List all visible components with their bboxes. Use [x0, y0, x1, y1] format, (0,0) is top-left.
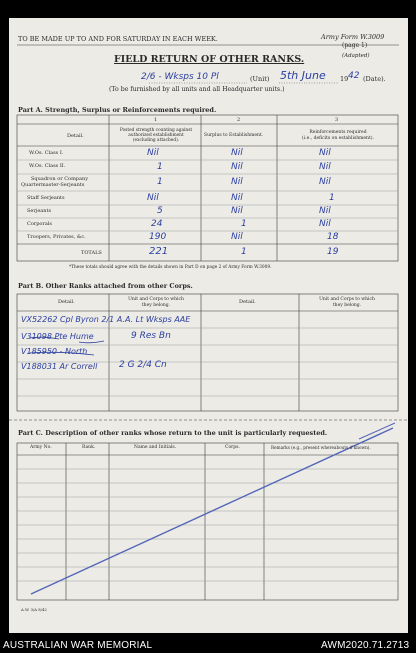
header-note: TO BE MADE UP TO AND FOR SATURDAY IN EACH WEEK.	[18, 35, 218, 43]
col-number-3: 3	[335, 117, 339, 123]
row-surplus-sgt: Nil	[231, 206, 243, 216]
row-label-pte: Troopers, Privates, &c.	[27, 234, 86, 240]
form-number: Army Form W.3009	[321, 33, 385, 41]
row-surplus-cpl: 1	[241, 219, 247, 229]
form-subtitle: (To be furnished by all units and all Headquarter units.)	[109, 86, 285, 93]
row-posted-staff-sgt: Nil	[147, 193, 159, 203]
part-a-heading: Part A. Strength, Surplus or Reinforcements required.	[18, 106, 217, 114]
part-b-col-unit-4: they belong.	[332, 303, 362, 308]
row-label-sgt: Serjeants	[27, 208, 52, 214]
year-prefix: 19	[340, 75, 349, 83]
page-number: (page 1)	[342, 42, 368, 49]
part-c-col-remarks: Remarks (e.g., present whereabouts if known).	[271, 445, 371, 450]
row-posted-cpl: 24	[151, 219, 163, 229]
part-b-col-detail: Detail.	[58, 299, 75, 305]
part-b-heading: Part B. Other Ranks attached from other Corps.	[18, 282, 193, 290]
totals-posted: 221	[149, 246, 169, 257]
col-header-reinf-2: (i.e., deficits on establishment).	[302, 136, 374, 141]
part-b-entry-3: V185950 - North	[21, 347, 88, 356]
part-a-footnote: *These totals should agree with the details shown in Part D on page 2 of Army Form W.3009.	[69, 265, 272, 270]
totals-surplus: 1	[241, 247, 247, 257]
row-reinf-pte: 18	[327, 232, 339, 242]
date-value: 5th June	[280, 69, 326, 82]
part-b-col-unit-2: they belong.	[141, 303, 171, 308]
adapted-note: (Adapted)	[342, 53, 370, 59]
part-b-unit-2: 2 G 2/4 Cn	[119, 360, 167, 370]
part-b-entry-2: V31098 Pte Hume	[21, 332, 94, 341]
col-header-posted-3: (excluding attached).	[132, 138, 180, 143]
row-posted-pte: 190	[149, 232, 167, 242]
part-b-col-detail-2: Detail.	[239, 299, 256, 305]
row-reinf-cqms: Nil	[319, 177, 331, 187]
col-header-posted-1: Posted strength counting against	[119, 128, 193, 133]
unit-value: 2/6 - Wksps 10 Pl	[141, 72, 219, 82]
row-posted-wo2: 1	[157, 162, 163, 172]
part-c-col-rank: Rank.	[82, 445, 96, 450]
row-surplus-wo2: Nil	[231, 162, 243, 172]
part-b-entry-4: V188031 Ar Correll	[21, 362, 98, 371]
row-label-staff-sgt: Staff Serjeants	[27, 195, 65, 201]
year-value: 42	[348, 71, 360, 81]
row-reinf-cpl: Nil	[319, 219, 331, 229]
caption-left: AUSTRALIAN WAR MEMORIAL	[3, 640, 153, 651]
caption-right: AWM2020.71.2713	[321, 640, 410, 651]
part-c-heading: Part C. Description of other ranks whose return to the unit is particularly requested.	[18, 429, 328, 437]
row-reinf-sgt: Nil	[319, 206, 331, 216]
col-header-reinf-1: Reinforcements required	[309, 130, 367, 135]
row-label-wo1: W.Os. Class I.	[29, 150, 64, 156]
form-title: FIELD RETURN OF OTHER RANKS.	[114, 54, 305, 65]
date-label: (Date).	[363, 75, 386, 83]
row-label-wo2: W.Os. Class II.	[29, 163, 66, 169]
part-c-col-name: Name and Initials.	[134, 445, 177, 450]
row-surplus-wo1: Nil	[231, 148, 243, 158]
row-reinf-wo2: Nil	[319, 162, 331, 172]
part-c-col-corps: Corps.	[225, 445, 240, 450]
row-label-cpl: Corporals	[27, 221, 52, 227]
part-b-unit-1: 9 Res Bn	[131, 331, 171, 341]
col-header-surplus: Surplus to Establishment.	[204, 133, 264, 138]
part-b-col-unit-1: Unit and Corps to which	[128, 297, 184, 302]
col-header-posted-2: authorized establishment	[128, 133, 184, 138]
part-b-entry-1: VX52262 Cpl Byron 2/1 A.A. Lt Wksps AAE	[21, 315, 191, 324]
part-b-col-unit-3: Unit and Corps to which	[319, 297, 375, 302]
form-sheet	[9, 18, 408, 633]
row-reinf-wo1: Nil	[319, 148, 331, 158]
row-posted-wo1: Nil	[147, 148, 159, 158]
row-label-cqms: Squadron or Company	[31, 176, 89, 182]
row-posted-cqms: 1	[157, 177, 163, 187]
col-number-2: 2	[237, 117, 241, 123]
col-header-detail: Detail.	[67, 133, 84, 139]
unit-label: (Unit)	[250, 75, 270, 83]
row-reinf-staff-sgt: 1	[329, 193, 335, 203]
part-c-col-army-no: Army No.	[30, 445, 52, 450]
printer-mark: A.W. 3/A 8/42	[21, 607, 47, 612]
row-surplus-cqms: Nil	[231, 177, 243, 187]
totals-label: TOTALS	[81, 250, 102, 256]
row-posted-sgt: 5	[157, 206, 163, 216]
row-label-cqms-2: Quartermaster-Serjeants	[21, 182, 85, 188]
totals-reinf: 19	[327, 247, 339, 257]
row-surplus-staff-sgt: Nil	[231, 193, 243, 203]
row-surplus-pte: Nil	[231, 232, 243, 242]
col-number-1: 1	[154, 117, 158, 123]
